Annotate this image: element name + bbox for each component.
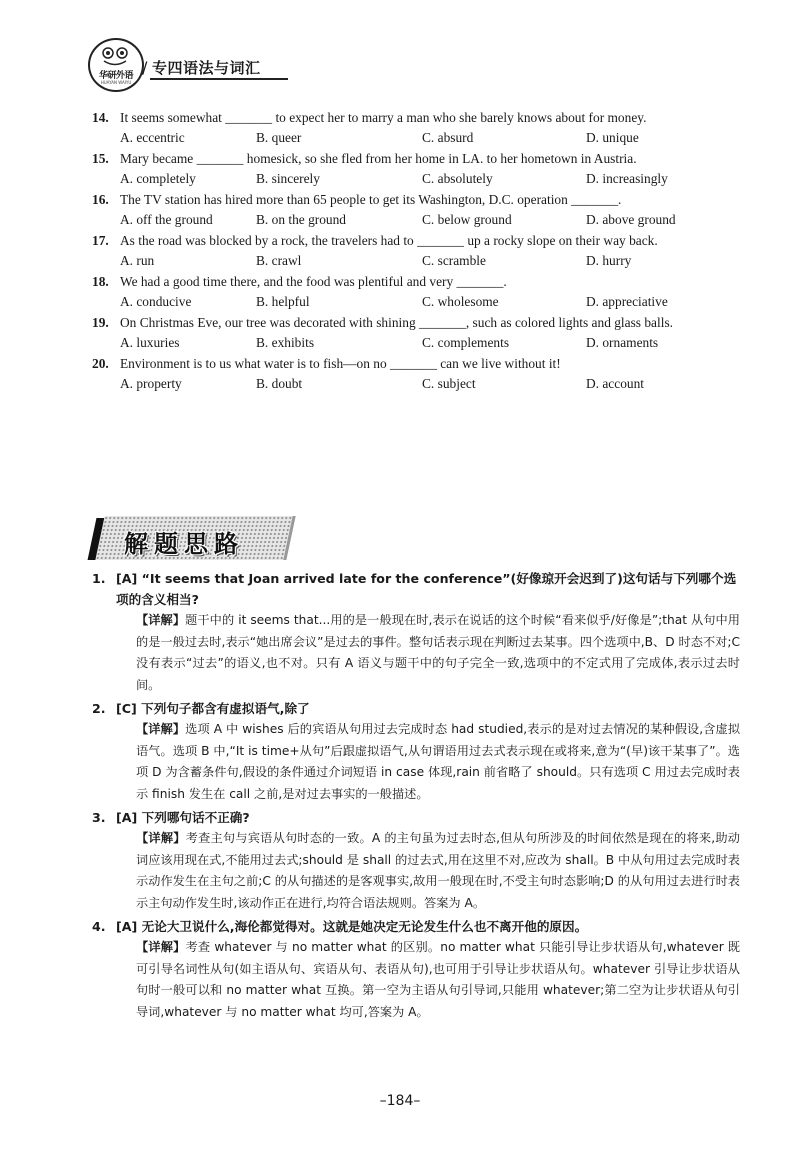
section-title: 解题思路 [124, 530, 244, 558]
question-item [92, 354, 740, 394]
answer-number: 4. [92, 919, 106, 934]
answer-explanation [92, 937, 740, 1023]
answer-explanation [92, 719, 740, 805]
option-a: A. conducive [120, 294, 192, 309]
section-banner [92, 506, 292, 564]
option-a: A. property [120, 376, 182, 391]
question-list [92, 108, 740, 395]
question-stem [92, 313, 740, 333]
option-a: A. completely [120, 171, 196, 186]
answer-heading [92, 807, 740, 828]
detail-tag: 【详解】 [136, 613, 186, 627]
detail-text: 选项 A 中 wishes 后的宾语从句用过去完成时态 had studied,表示的是对过去情况的某种假设,含虚拟语气。选项 B 中,“It is time+从句”后跟虚拟语气,从句谓语用过去式表示现在或将来,意为“(早)该干某事了”。选项 D 为含蓄条件句,假设的条件通过介词短语 in case 体现,rain 前省略了 should。只有选项 C 用过去完成时表示 finish 发生在 call 之前,是对过去事实的一般描述。 [136, 722, 741, 801]
question-text: As the road was blocked by a rock, the travelers had to _______ up a rocky slope on their way back. [120, 233, 658, 248]
option-row [92, 128, 740, 148]
option-d: D. increasingly [586, 171, 668, 186]
frog-mascot-icon [100, 46, 130, 66]
question-stem [92, 231, 740, 251]
answer-summary: [A] 无论大卫说什么,海伦都觉得对。这就是她决定无论发生什么也不离开他的原因。 [116, 919, 588, 934]
option-b: B. helpful [256, 294, 310, 309]
answer-summary: [C] 下列句子都含有虚拟语气,除了 [116, 701, 310, 716]
answer-number: 3. [92, 810, 106, 825]
question-item [92, 231, 740, 271]
question-number: 14. [92, 110, 109, 125]
question-number: 17. [92, 233, 109, 248]
option-d: D. appreciative [586, 294, 668, 309]
option-b: B. queer [256, 130, 302, 145]
question-item [92, 190, 740, 230]
question-number: 19. [92, 315, 109, 330]
answer-explanation [92, 610, 740, 696]
detail-tag: 【详解】 [136, 831, 186, 845]
option-d: D. unique [586, 130, 639, 145]
option-a: A. off the ground [120, 212, 213, 227]
option-a: A. run [120, 253, 155, 268]
detail-tag: 【详解】 [136, 940, 186, 954]
answer-heading [92, 916, 740, 937]
option-row [92, 169, 740, 189]
question-stem [92, 354, 740, 374]
detail-text: 题干中的 it seems that...用的是一般现在时,表示在说话的这个时候“看来似乎/好像是”;that 从句中用的是一般过去时,表示“她出席会议”是过去的事件。整句话表示现在判断过去某事。四个选项中,B、D 时态不对;C 没有表示“过去”的语义,也不对。只有 A 语义与题干中的句子完全一致,选项中的不定式用了完成体,表示过去时间。 [136, 613, 740, 692]
logo-subtext: HUAYAN WAIYU [100, 80, 132, 85]
answer-heading [92, 698, 740, 719]
question-text: Environment is to us what water is to fish—on no _______ can we live without it! [120, 356, 561, 371]
question-stem [92, 108, 740, 128]
answer-list [92, 568, 740, 1025]
question-item [92, 272, 740, 312]
question-text: The TV station has hired more than 65 people to get its Washington, D.C. operation _______. [120, 192, 622, 207]
question-text: On Christmas Eve, our tree was decorated with shining _______, such as colored lights and glass balls. [120, 315, 674, 330]
logo-text: 华研外语 [98, 71, 133, 81]
question-stem [92, 190, 740, 210]
question-item [92, 149, 740, 189]
option-a: A. luxuries [120, 335, 180, 350]
question-item [92, 108, 740, 148]
option-row [92, 251, 740, 271]
question-text: We had a good time there, and the food was plentiful and very _______. [120, 274, 507, 289]
answer-number: 1. [92, 571, 106, 586]
option-c: C. complements [422, 335, 510, 350]
option-b: B. doubt [256, 376, 303, 391]
question-number: 20. [92, 356, 109, 371]
option-c: C. absolutely [422, 171, 493, 186]
page-header [88, 38, 288, 88]
option-b: B. on the ground [256, 212, 347, 227]
answer-item [92, 916, 740, 1023]
option-c: C. below ground [422, 212, 512, 227]
answer-number: 2. [92, 701, 106, 716]
detail-text: 考查 whatever 与 no matter what 的区别。no matter what 只能引导让步状语从句,whatever 既可引导名词性从句(如主语从句、宾语从句、表语从句),也可用于引导让步状语从句。whatever 引导让步状语从句时一般可以和 no matter what 互换。第一空为主语从句引导词,只能用 whatever;第二空为让步状语从句引导词,whatever 与 no matter what 均可,答案为 A。 [136, 940, 740, 1019]
detail-text: 考查主句与宾语从句时态的一致。A 的主句虽为过去时态,但从句所涉及的时间依然是现在的将来,助动词应该用现在式,不能用过去式;should 是 shall 的过去式,用在这里不对,应改为 shall。B 中从句用过去完成时表示动作发生在主句之前;C 的从句描述的是客观事实,故用一般现在时,不受主句时态影响;D 的从句用过去进行时表示主句动作发生时,该动作正在进行,均符合语法规则。答案为 A。 [136, 831, 740, 910]
option-b: B. sincerely [256, 171, 320, 186]
book-title: 专四语法与词汇 [152, 59, 261, 77]
question-text: Mary became _______ homesick, so she fled from her home in LA. to her hometown in Austria. [120, 151, 637, 166]
option-row [92, 374, 740, 394]
option-c: C. subject [422, 376, 476, 391]
question-number: 15. [92, 151, 109, 166]
option-b: B. exhibits [256, 335, 315, 350]
publisher-logo [88, 38, 144, 92]
header-underline [150, 78, 288, 80]
page-number: –184– [379, 1093, 421, 1109]
option-row [92, 210, 740, 230]
option-d: D. ornaments [586, 335, 659, 350]
answer-summary: [A] “It seems that Joan arrived late for the conference”(好像琼开会迟到了)这句话与下列哪个选项的含义相当? [116, 571, 737, 607]
option-row [92, 292, 740, 312]
option-c: C. absurd [422, 130, 474, 145]
option-d: D. above ground [586, 212, 676, 227]
question-text: It seems somewhat _______ to expect her to marry a man who she barely knows about for money. [120, 110, 647, 125]
header-divider: / [142, 58, 148, 77]
option-c: C. scramble [422, 253, 486, 268]
answer-summary: [A] 下列哪句话不正确? [116, 810, 250, 825]
question-stem [92, 272, 740, 292]
option-c: C. wholesome [422, 294, 499, 309]
answer-item [92, 698, 740, 805]
option-row [92, 333, 740, 353]
detail-tag: 【详解】 [136, 722, 186, 736]
question-number: 18. [92, 274, 109, 289]
question-number: 16. [92, 192, 109, 207]
question-item [92, 313, 740, 353]
answer-heading [92, 568, 740, 610]
option-d: D. hurry [586, 253, 632, 268]
option-a: A. eccentric [120, 130, 185, 145]
answer-explanation [92, 828, 740, 914]
option-b: B. crawl [256, 253, 302, 268]
answer-item [92, 807, 740, 914]
question-stem [92, 149, 740, 169]
option-d: D. account [586, 376, 645, 391]
answer-item [92, 568, 740, 696]
